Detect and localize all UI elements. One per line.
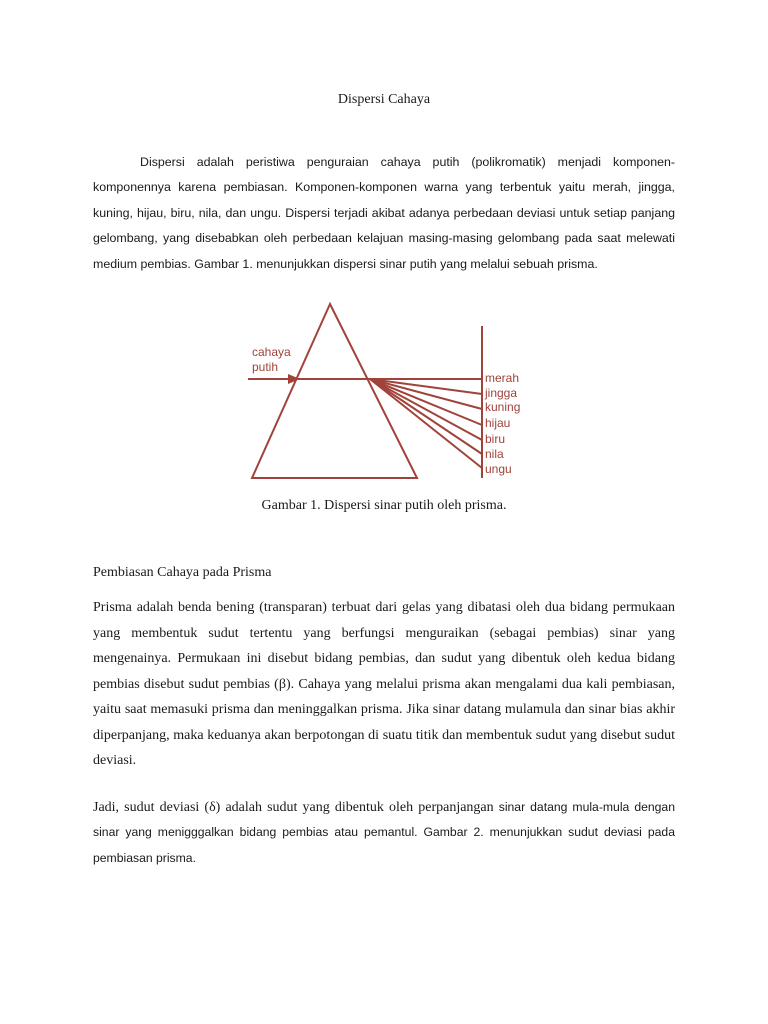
label-ungu: ungu — [485, 462, 512, 476]
paragraph-deviation — [93, 795, 675, 871]
ray-kuning — [370, 379, 482, 409]
paragraph-dispersion: Dispersi adalah peristiwa penguraian cahaya putih (polikromatik) menjadi komponen-komponennya karena pembiasan. Komponen-komponen warna yang terbentuk yaitu merah, jingga, kuning, hijau, biru, nila, dan ungu. Dispersi terjadi akibat adanya perbedaan deviasi untuk setiap panjang gelombang, yang disebabkan oleh perbedaan kelajuan masing-masing gelombang pada saat melewati medium pembias. Gambar 1. menunjukkan dispersi sinar putih yang melalui sebuah prisma. — [93, 155, 675, 271]
label-biru: biru — [485, 432, 506, 446]
ray-biru — [370, 379, 482, 440]
label-cahaya: cahaya — [252, 345, 291, 359]
paragraph-deviation-lead: Jadi, sudut deviasi (δ) adalah sudut yang dibentuk oleh perpanjangan — [93, 800, 494, 815]
paragraph-deviation-rest: sinar datang mula-mula dengan sinar yang menigggalkan bidang pembias atau pemantul. Gambar 2. menunjukkan sudut deviasi pada pembiasan prisma. — [93, 800, 675, 865]
section-heading: Pembiasan Cahaya pada Prisma — [93, 565, 272, 580]
document-title: Dispersi Cahaya — [337, 92, 431, 107]
label-kuning: kuning — [485, 400, 521, 414]
label-merah: merah — [485, 371, 520, 385]
label-putih: putih — [252, 360, 279, 374]
figure-prism-dispersion — [244, 296, 534, 484]
label-jingga: jingga — [485, 386, 518, 400]
label-nila: nila — [485, 447, 504, 461]
paragraph-prism: Prisma adalah benda bening (transparan) terbuat dari gelas yang dibatasi oleh dua bidang permukaan yang membentuk sudut tertentu yang berfungsi menguraikan (sebagai pembias) sinar yang mengenainya. Permukaan ini disebut bidang pembias, dan sudut yang dibentuk oleh kedua bidang pembias disebut sudut pembias (β). Cahaya yang melalui prisma akan mengalami dua kali pembiasan, yaitu saat memasuki prisma dan meninggalkan prisma. Jika sinar datang mulamula dan sinar bias akhir diperpanjang, maka keduanya akan berpotongan di suatu titik dan membentuk sudut yang disebut sudut deviasi. — [93, 600, 675, 768]
label-hijau: hijau — [485, 416, 511, 430]
figure-caption: Gambar 1. Dispersi sinar putih oleh prisma. — [261, 498, 507, 513]
